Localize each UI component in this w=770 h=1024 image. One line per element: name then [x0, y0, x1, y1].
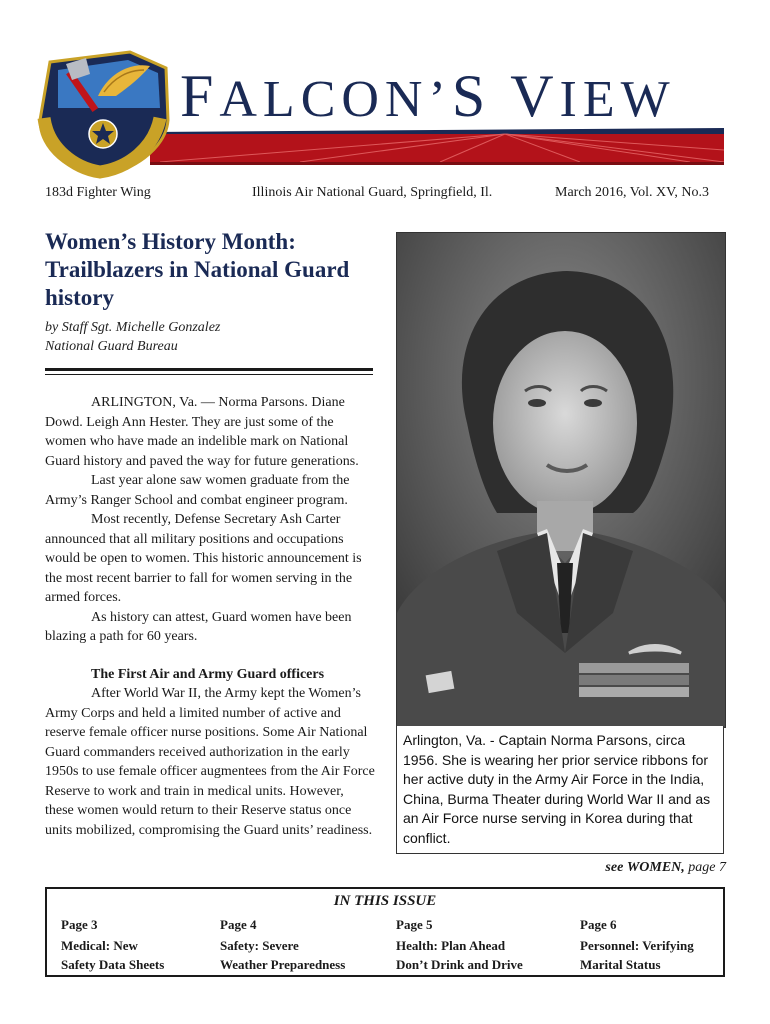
title-word: ALCON	[219, 71, 429, 128]
issue-page: Page 4	[220, 917, 257, 932]
issue-page: Page 3	[61, 917, 98, 932]
paragraph: After World War II, the Army kept the Women’s Army Corps and held a limited number of active and reserve female officer nurse positions. Some Air National Guard commanders received authorization in the early 1950s to use female officer augmentees from the Air Force Reserve to work and train in medical units. However, these women would return to their Reserve status once units mobilized, compromising the Guard units’ readiness.	[45, 686, 375, 838]
divider	[45, 374, 373, 375]
subheading: The First Air and Army Guard officers	[91, 666, 325, 682]
issue-item[interactable]	[61, 915, 164, 974]
issue-page: Page 5	[396, 917, 433, 932]
issue-item[interactable]	[220, 915, 345, 974]
paragraph: Last year alone saw women graduate from the Army’s Ranger School and combat engineer program.	[45, 473, 350, 508]
issue-line: Weather Preparedness	[220, 957, 346, 972]
continued-word: WOMEN,	[626, 860, 685, 875]
photo-caption: Arlington, Va. - Captain Norma Parsons, circa 1956. She is wearing her prior service ribbons for her active duty in the Army Air Force in the India, China, Burma Theater during World War II and as an Air Force nurse serving in Korea during that conflict.	[396, 726, 724, 854]
title-letter: S	[451, 63, 492, 129]
unit-name: 183d Fighter Wing	[45, 185, 151, 200]
wing-emblem	[40, 52, 168, 176]
title-space	[491, 71, 510, 128]
title-letter: V	[510, 63, 560, 129]
issue-item[interactable]	[396, 915, 523, 974]
issue-line: Personnel: Verifying	[580, 938, 694, 953]
paragraph: Most recently, Defense Secretary Ash Carter announced that all military positions and occupations would be open to women. This historic announcement is the most recent barrier to fall for women serving in the armed forces.	[45, 512, 362, 605]
title-apostrophe: ’	[428, 71, 452, 128]
issue-line: Safety Data Sheets	[61, 957, 165, 972]
continued-link[interactable]	[560, 860, 726, 876]
paragraph: As history can attest, Guard women have been blazing a path for 60 years.	[45, 609, 352, 644]
issue-line: Health: Plan Ahead	[396, 938, 506, 953]
portrait-image	[397, 233, 725, 727]
continued-see: see	[605, 860, 624, 875]
article-headline: Women’s History Month: Trailblazers in National Guard history	[45, 229, 350, 310]
issue-line: Don’t Drink and Drive	[396, 957, 523, 972]
byline-org: National Guard Bureau	[45, 339, 178, 354]
title-word: IEW	[559, 71, 676, 128]
issue-date: March 2016, Vol. XV, No.3	[555, 185, 710, 200]
issue-heading: IN THIS ISSUE	[333, 893, 437, 909]
byline-author: by Staff Sgt. Michelle Gonzalez	[45, 320, 221, 335]
byline	[45, 318, 375, 356]
continued-page: page 7	[688, 860, 726, 875]
title-letter: F	[180, 63, 220, 129]
paragraph: ARLINGTON, Va. — Norma Parsons. Diane Dowd. Leigh Ann Hester. They are just some of the women who have made an indelible mark on National Guard history and paved the way for future generations.	[45, 395, 359, 469]
issue-line: Marital Status	[580, 957, 661, 972]
issue-page: Page 6	[580, 917, 617, 932]
issue-line: Safety: Severe	[220, 938, 299, 953]
masthead	[0, 0, 770, 180]
in-this-issue-box	[45, 887, 725, 977]
organization: Illinois Air National Guard, Springfield, Il.	[252, 185, 493, 200]
divider	[45, 368, 373, 371]
portrait-photo	[396, 232, 726, 728]
issue-line: Medical: New	[61, 938, 138, 953]
article-body	[45, 393, 375, 840]
newsletter-title	[180, 62, 740, 131]
issue-item[interactable]	[580, 915, 694, 974]
